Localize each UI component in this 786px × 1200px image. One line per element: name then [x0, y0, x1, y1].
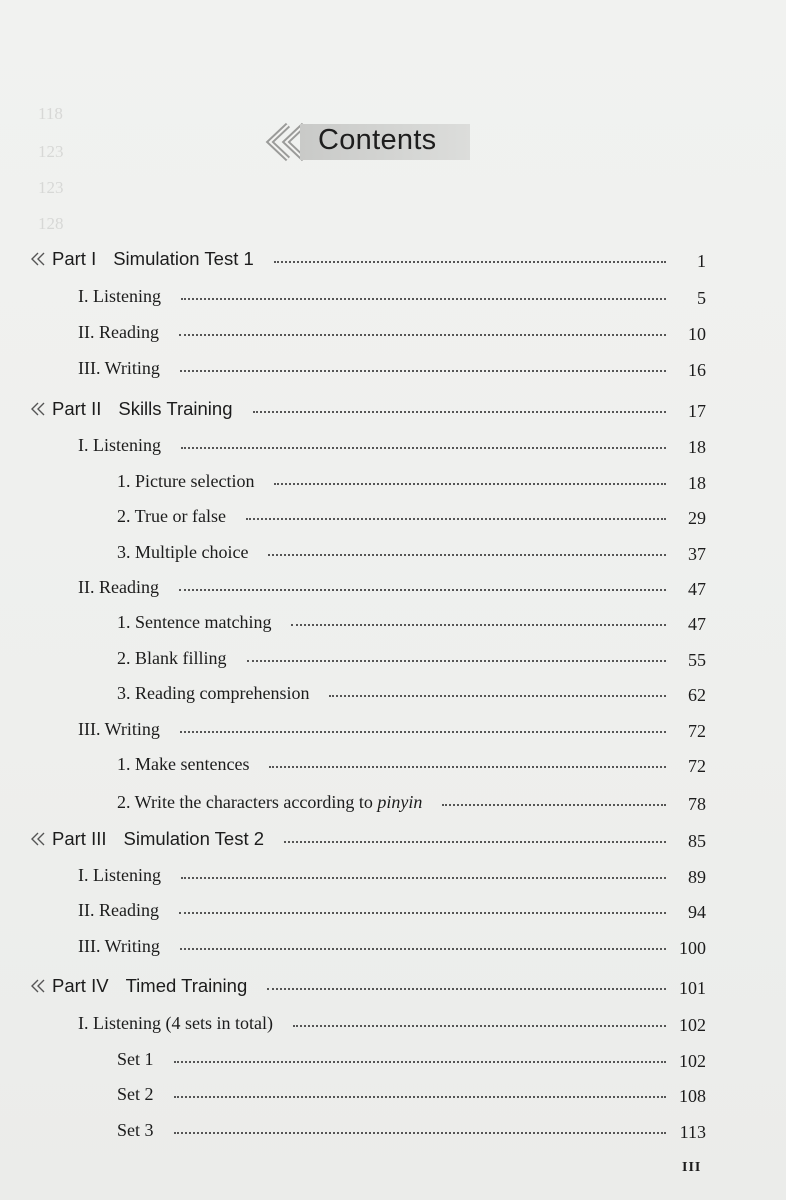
dot-leader	[180, 731, 666, 733]
page-number: 100	[679, 938, 706, 958]
page-number: 62	[688, 685, 706, 705]
entry-title: I. Listening	[78, 435, 161, 455]
dot-leader	[329, 695, 666, 697]
page-number: 29	[688, 508, 706, 528]
toc-entry	[0, 716, 786, 742]
dot-leader	[179, 334, 666, 336]
dot-leader	[253, 411, 667, 413]
entry-title: Set 3	[117, 1120, 154, 1140]
entry-title: I. Listening (4 sets in total)	[78, 1013, 273, 1033]
part-number: Part III	[52, 828, 107, 849]
double-chevron-icon	[30, 832, 48, 846]
page-number: 72	[688, 721, 706, 741]
entry-title	[117, 789, 422, 815]
dot-leader	[174, 1096, 666, 1098]
entry-title: I. Listening	[78, 865, 161, 885]
page-number: 108	[679, 1086, 706, 1106]
dot-leader	[269, 766, 666, 768]
page-number: 94	[688, 902, 706, 922]
page-number: 1	[697, 251, 706, 271]
toc-entry	[0, 432, 786, 458]
toc-entry	[0, 751, 786, 777]
part-title: Simulation Test 2	[123, 828, 265, 849]
page-number: 37	[688, 544, 706, 564]
double-chevron-icon	[30, 252, 48, 266]
part-heading	[52, 396, 233, 422]
bleed-through-text: 123	[38, 178, 64, 197]
entry-title-italic: pinyin	[377, 792, 423, 812]
dot-leader	[284, 841, 666, 843]
entry-title-text: 2. Write the characters according to	[117, 792, 378, 812]
page-number: 85	[688, 831, 706, 851]
page-number: 102	[679, 1051, 706, 1071]
dot-leader	[247, 660, 667, 662]
dot-leader	[293, 1025, 666, 1027]
dot-leader	[274, 261, 666, 263]
page-number: 17	[688, 401, 706, 421]
toc-entry	[0, 609, 786, 635]
entry-title: 2. Blank filling	[117, 648, 227, 668]
toc-entry	[0, 355, 786, 381]
page-number: 16	[688, 360, 706, 380]
page-number: 47	[688, 614, 706, 634]
part-heading	[52, 826, 264, 852]
dot-leader	[267, 988, 666, 990]
part-number: Part II	[52, 398, 102, 419]
toc-entry	[0, 468, 786, 494]
page-number: 72	[688, 756, 706, 776]
dot-leader	[291, 624, 666, 626]
toc-part-entry	[0, 826, 786, 852]
entry-title: III. Writing	[78, 719, 160, 739]
page-number: 18	[688, 437, 706, 457]
toc-entry	[0, 503, 786, 529]
dot-leader	[246, 518, 666, 520]
dot-leader	[174, 1061, 666, 1063]
page-number: 102	[679, 1015, 706, 1035]
toc-entry	[0, 283, 786, 309]
dot-leader	[442, 804, 666, 806]
page-number: 101	[679, 978, 706, 998]
dot-leader	[179, 589, 666, 591]
entry-title: III. Writing	[78, 936, 160, 956]
entry-title: 1. Make sentences	[117, 754, 250, 774]
page-title: Contents	[318, 124, 437, 156]
bleed-through-text: 118	[38, 104, 63, 123]
dot-leader	[181, 447, 666, 449]
page-number: 5	[697, 288, 706, 308]
dot-leader	[268, 554, 666, 556]
entry-title: III. Writing	[78, 358, 160, 378]
toc-entry	[0, 897, 786, 923]
dot-leader	[181, 877, 666, 879]
dot-leader	[179, 912, 666, 914]
page-number: 113	[679, 1122, 706, 1142]
page-number: 18	[688, 473, 706, 493]
toc-part-entry	[0, 396, 786, 422]
page-number: 78	[688, 794, 706, 814]
part-title: Skills Training	[118, 398, 233, 419]
part-number: Part IV	[52, 975, 109, 996]
entry-title: II. Reading	[78, 577, 159, 597]
toc-part-entry	[0, 973, 786, 999]
entry-title: 1. Picture selection	[117, 471, 255, 491]
double-chevron-icon	[30, 402, 48, 416]
dot-leader	[174, 1132, 666, 1134]
entry-title: I. Listening	[78, 286, 161, 306]
toc-entry	[0, 539, 786, 565]
dot-leader	[274, 483, 666, 485]
toc-entry	[0, 680, 786, 706]
entry-title: 3. Reading comprehension	[117, 683, 310, 703]
dot-leader	[180, 370, 666, 372]
part-heading	[52, 246, 254, 272]
toc-entry	[0, 574, 786, 600]
entry-title: Set 2	[117, 1084, 154, 1104]
page-number: 10	[688, 324, 706, 344]
toc-entry	[0, 645, 786, 671]
entry-title: II. Reading	[78, 322, 159, 342]
contents-heading	[262, 118, 474, 164]
toc-entry	[0, 319, 786, 345]
dot-leader	[180, 948, 666, 950]
toc-part-entry	[0, 246, 786, 272]
toc-entry	[0, 1081, 786, 1107]
entry-title: II. Reading	[78, 900, 159, 920]
double-chevron-icon	[30, 979, 48, 993]
dot-leader	[181, 298, 666, 300]
entry-title: 2. True or false	[117, 506, 226, 526]
page-number: 47	[688, 579, 706, 599]
page-number: 55	[688, 650, 706, 670]
part-title: Timed Training	[125, 975, 248, 996]
entry-title: 1. Sentence matching	[117, 612, 272, 632]
toc-entry	[0, 789, 786, 815]
bleed-through-text: 128	[38, 214, 64, 233]
bleed-through-text: 123	[38, 142, 64, 161]
toc-entry	[0, 1046, 786, 1072]
page-number: 89	[688, 867, 706, 887]
toc-entry	[0, 862, 786, 888]
entry-title: Set 1	[117, 1049, 154, 1069]
page-folio: III	[682, 1160, 702, 1175]
part-title: Simulation Test 1	[113, 248, 254, 269]
toc-entry	[0, 1117, 786, 1143]
entry-title: 3. Multiple choice	[117, 542, 249, 562]
toc-entry	[0, 933, 786, 959]
part-heading	[52, 973, 247, 999]
toc-entry	[0, 1010, 786, 1036]
part-number: Part I	[52, 248, 97, 269]
